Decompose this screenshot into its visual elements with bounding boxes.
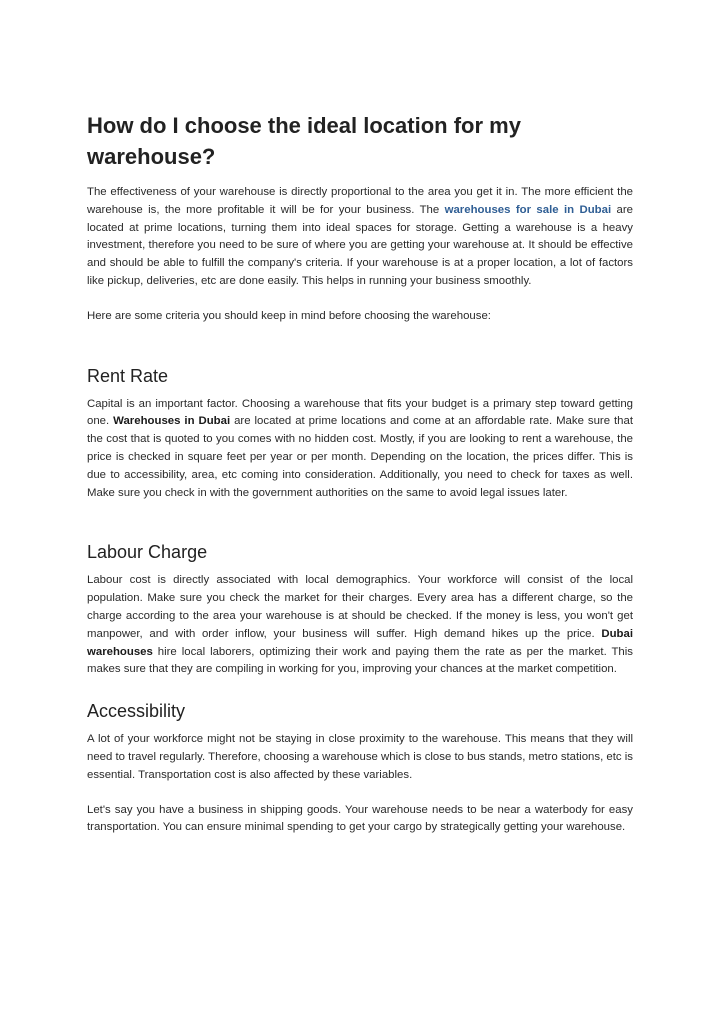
section-heading-labour-charge: Labour Charge — [87, 542, 208, 563]
page-title: How do I choose the ideal location for my warehouse? — [87, 113, 521, 169]
document-content — [87, 110, 633, 837]
spacer — [87, 326, 633, 364]
labour-charge-paragraph — [87, 572, 633, 679]
spacer — [87, 291, 633, 308]
dubai-warehouses-bold: Dubai warehouses — [87, 627, 633, 658]
rent-rate-text-start: Capital is an important factor. Choosing a warehouse that fits your budget is a primary step toward getting one. — [87, 397, 633, 428]
spacer — [87, 502, 633, 540]
criteria-intro-paragraph: Here are some criteria you should keep in mind before choosing the warehouse: — [87, 309, 491, 322]
section-heading-accessibility: Accessibility — [87, 701, 186, 722]
spacer — [87, 679, 633, 699]
intro-text-end: are located at prime locations, turning them into ideal spaces for storage. Getting a warehouse is a heavy investment, therefore you need to be sure of where you are getting your warehouse at. It should be effective and should be able to fulfill the company's criteria. If your warehouse is at a proper location, a lot of factors like pickup, deliveries, etc are done easily. This helps in running your business smoothly. — [87, 203, 633, 287]
rent-rate-text-end: are located at prime locations and come at an affordable rate. Make sure that the cost that is quoted to you comes with no hidden cost. Mostly, if you are looking to rent a warehouse, the price is checked in square feet per year or per month. Depending on the location, the prices differ. This is due to accessibility, area, etc coming into consideration. Additionally, you need to check for taxes as well. Make sure you check in with the government authorities on the same to avoid legal issues later. — [87, 415, 633, 499]
accessibility-paragraph-2: Let's say you have a business in shipping goods. Your warehouse needs to be near a waterbody for easy transportation. You can ensure minimal spending to get your cargo by strategically getting your warehouse. — [87, 803, 633, 834]
spacer — [87, 785, 633, 802]
intro-text-start: The effectiveness of your warehouse is directly proportional to the area you get it in. The more efficient the warehouse is, the more profitable it will be for your business. The — [87, 186, 633, 216]
labour-charge-text-start: Labour cost is directly associated with local demographics. Your workforce will consist of the local population. Make sure you check the market for their charges. Every area has a different charge, so the charge according to the area your warehouse is at should be checked. If the money is less, you won't get manpower, and with order inflow, your business will suffer. High demand hikes up the price. — [87, 574, 633, 640]
accessibility-paragraph-1: A lot of your workforce might not be staying in close proximity to the warehouse. This means that they will need to travel regularly. Therefore, choosing a warehouse which is close to bus stands, metro stations, etc is essential. Transportation cost is also affected by these variables. — [87, 733, 633, 781]
warehouses-in-dubai-bold: Warehouses in Dubai — [113, 415, 231, 428]
intro-paragraph — [87, 184, 633, 291]
rent-rate-paragraph — [87, 396, 633, 503]
section-heading-rent-rate: Rent Rate — [87, 365, 169, 386]
warehouses-for-sale-link[interactable]: warehouses for sale in Dubai — [444, 203, 612, 216]
labour-charge-text-end: hire local laborers, optimizing their work and paying them the rate as per the market. This makes sure that they are compiling in working for you, improving your chances at the market competition. — [87, 645, 633, 676]
